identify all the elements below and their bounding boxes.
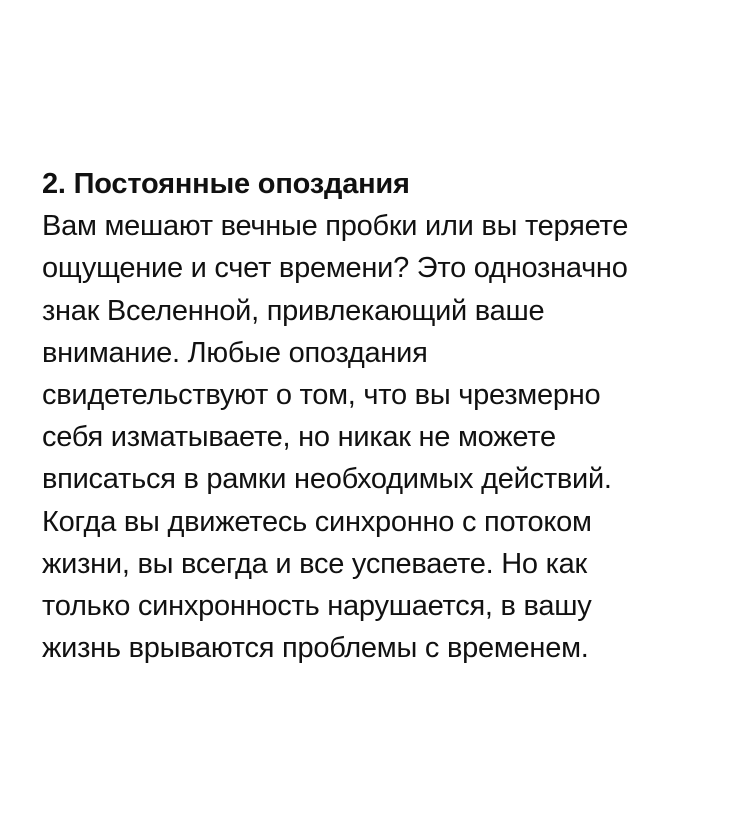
- body-line: Вам мешают вечные пробки или вы теряете: [42, 210, 629, 243]
- body-line: знак Вселенной, привлекающий ваше: [42, 294, 545, 327]
- body-line: внимание. Любые опоздания: [42, 336, 428, 369]
- body-line: жизни, вы всегда и все успеваете. Но как: [42, 547, 587, 580]
- article-body: [42, 205, 732, 669]
- body-line: жизнь врываются проблемы с временем.: [42, 632, 589, 665]
- body-line: ощущение и счет времени? Это однозначно: [42, 252, 628, 285]
- article: [42, 163, 732, 669]
- body-line: свидетельствуют о том, что вы чрезмерно: [42, 379, 601, 412]
- body-line: себя изматываете, но никак не можете: [42, 421, 556, 454]
- body-line: только синхронность нарушается, в вашу: [42, 590, 592, 623]
- body-line: Когда вы движетесь синхронно с потоком: [42, 505, 592, 538]
- article-heading: 2. Постоянные опоздания: [42, 168, 410, 200]
- body-line: вписаться в рамки необходимых действий.: [42, 463, 612, 496]
